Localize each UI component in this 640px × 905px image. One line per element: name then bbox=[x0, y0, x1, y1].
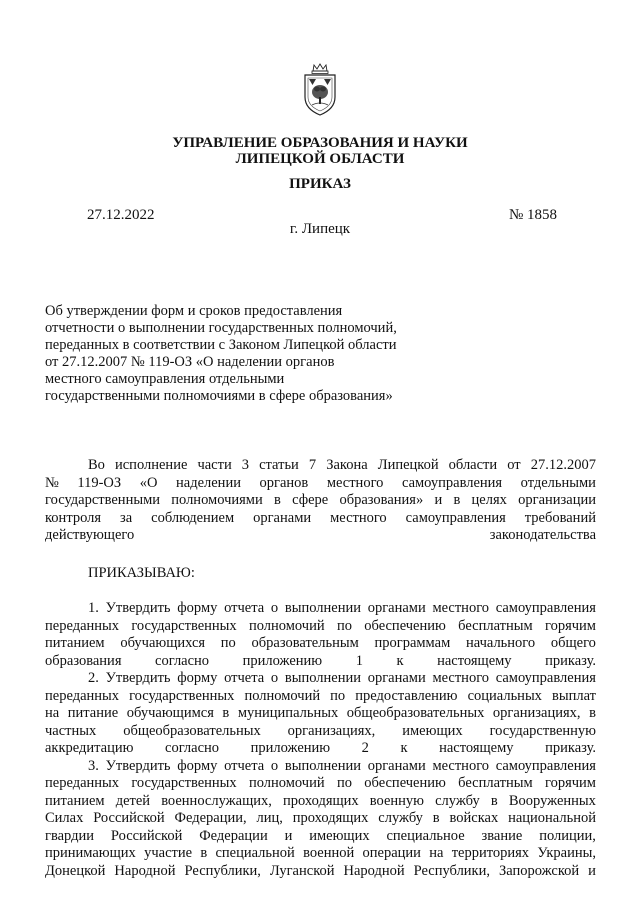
preamble-paragraph bbox=[45, 457, 596, 545]
item-3-line: гвардии Российской Федерации и имеющих специальное звание полиции, bbox=[45, 827, 596, 844]
item-3-line: Донецкой Народной Республики, Луганской Народной Республики, Запорожской и bbox=[45, 862, 596, 879]
item-3-line: 3. Утвердить форму отчета о выполнении органами местного самоуправления bbox=[88, 757, 596, 774]
preamble-line: действующего законодательства bbox=[45, 527, 596, 543]
subject-line: от 27.12.2007 № 119-ОЗ «О наделении органов bbox=[45, 354, 335, 370]
preamble-line: № 119-ОЗ «О наделении органов местного самоуправления отдельными bbox=[45, 474, 596, 491]
preamble-line: Во исполнение части 3 статьи 7 Закона Липецкой области от 27.12.2007 bbox=[88, 457, 596, 473]
item-1-line: переданных государственных полномочий по обеспечению бесплатным горячим bbox=[45, 617, 596, 634]
subject-line: переданных в соответствии с Законом Липецкой области bbox=[45, 337, 397, 353]
item-3-line: принимающих участие в специальной военной операции на территориях Украины, bbox=[45, 845, 596, 861]
item-2-line: на питание обучающимся в муниципальных общеобразовательных организациях, в bbox=[45, 705, 596, 721]
item-2-line: 2. Утвердить форму отчета о выполнении органами местного самоуправления bbox=[88, 670, 596, 686]
item-1-line: питанием обучающихся по образовательным программам начального общего bbox=[45, 635, 596, 651]
item-1-line: образования согласно приложению 1 к настоящему приказу. bbox=[45, 652, 596, 669]
subject-line: отчетности о выполнении государственных полномочий, bbox=[45, 320, 397, 336]
item-3-line: переданных государственных полномочий по обеспечению бесплатным горячим bbox=[45, 775, 596, 791]
item-1-line: 1. Утвердить форму отчета о выполнении органами местного самоуправления bbox=[88, 600, 596, 616]
preamble-line: государственными полномочиями в сфере образования» и в целях организации bbox=[45, 492, 596, 508]
document-city: г. Липецк bbox=[289, 221, 351, 237]
item-3-line: питанием детей военнослужащих, проходящих военную службу в Вооруженных bbox=[45, 792, 596, 809]
subject-line: местного самоуправления отдельными bbox=[45, 371, 285, 387]
preamble-line: контроля за соблюдением органами местного самоуправления требований bbox=[45, 509, 596, 526]
subject-line: государственными полномочиями в сфере образования» bbox=[45, 388, 393, 404]
organization-name-line1: УПРАВЛЕНИЕ ОБРАЗОВАНИЯ И НАУКИ bbox=[172, 135, 468, 151]
order-items bbox=[45, 600, 596, 880]
order-directive: ПРИКАЗЫВАЮ: bbox=[88, 565, 195, 581]
coat-of-arms-emblem bbox=[302, 63, 338, 117]
document-date: 27.12.2022 bbox=[87, 207, 155, 223]
item-2-line: переданных государственных полномочий по предоставлению социальных выплат bbox=[45, 687, 596, 704]
document-type: ПРИКАЗ bbox=[289, 176, 351, 192]
item-2-line: частных общеобразовательных организациях, имеющих государственную bbox=[45, 722, 596, 739]
item-2-line: аккредитацию согласно приложению 2 к настоящему приказу. bbox=[45, 740, 596, 756]
document-subject bbox=[45, 303, 445, 405]
document-number: № 1858 bbox=[509, 207, 558, 223]
subject-line: Об утверждении форм и сроков предоставления bbox=[45, 303, 343, 319]
item-3-line: Силах Российской Федерации, лиц, проходящих службу в войсках национальной bbox=[45, 810, 596, 826]
organization-name-line2: ЛИПЕЦКОЙ ОБЛАСТИ bbox=[235, 151, 405, 167]
